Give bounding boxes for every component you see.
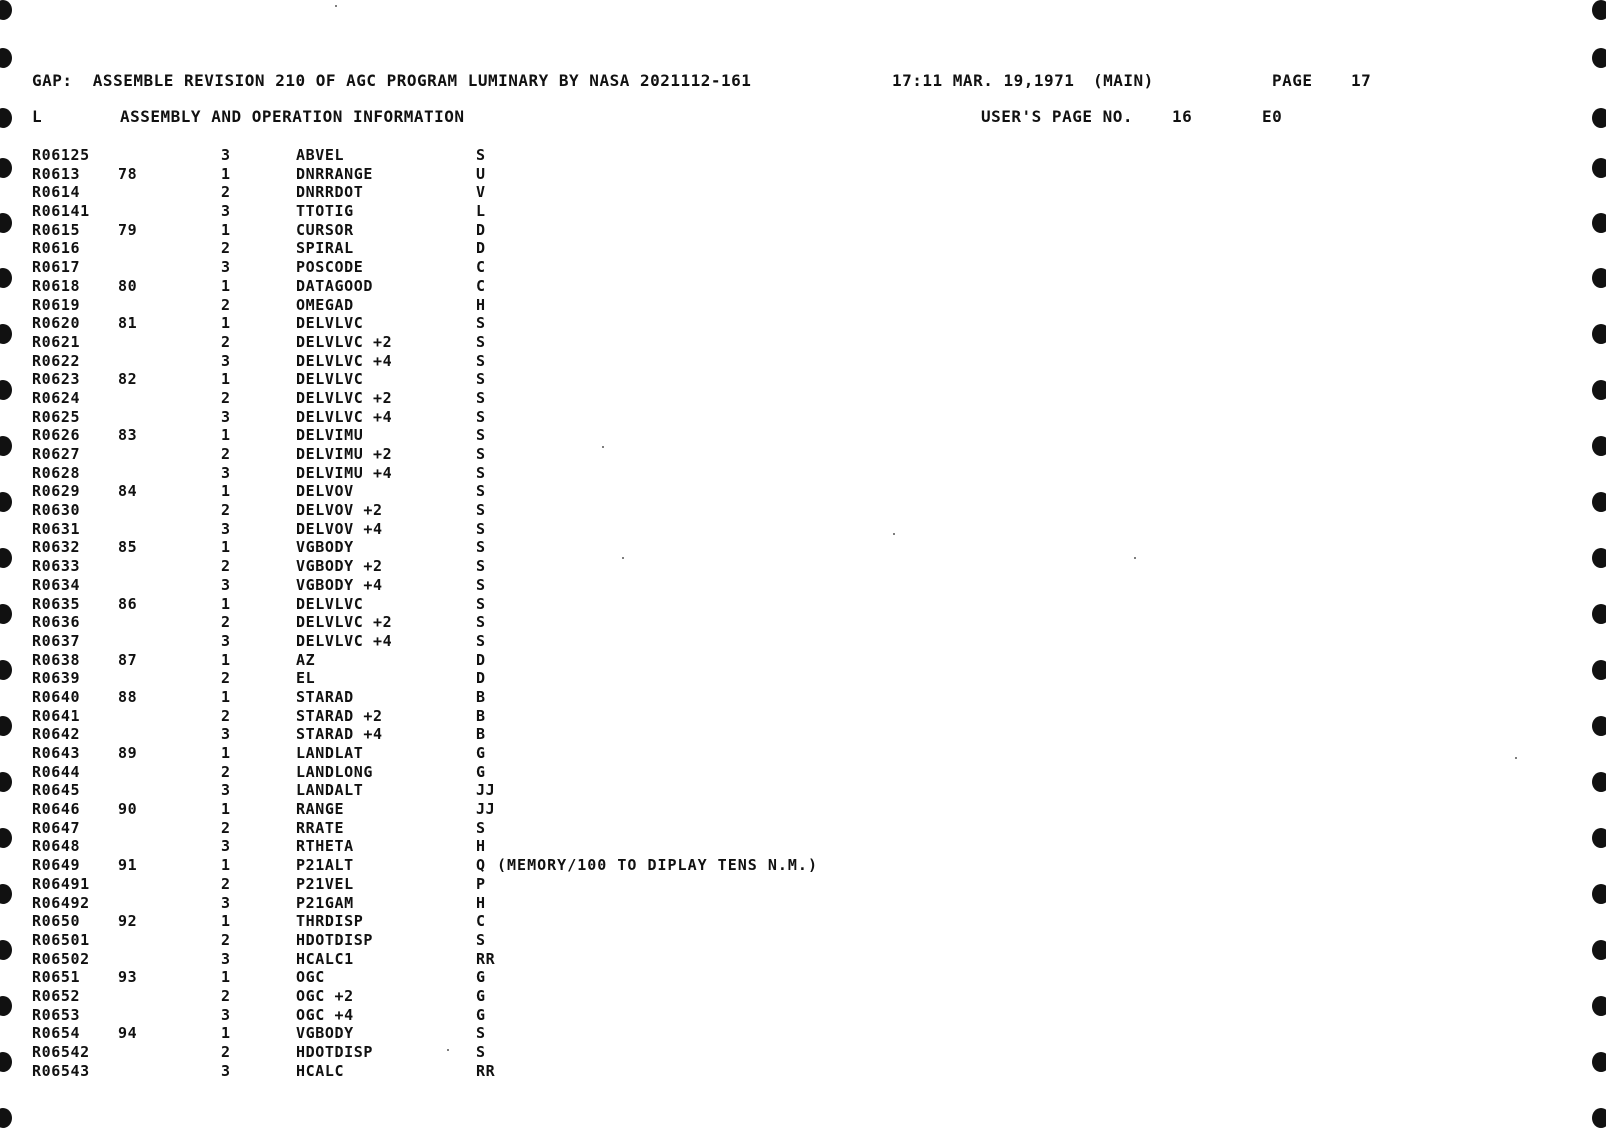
table-row xyxy=(0,968,1606,987)
table-row xyxy=(0,763,1606,782)
component-cell: 1 xyxy=(221,912,231,931)
noun-number-cell: 85 xyxy=(118,538,138,557)
register-cell: R06491 xyxy=(32,874,90,893)
scale-code-cell: G xyxy=(476,986,486,1005)
listing-timestamp: 17:11 MAR. 19,1971 xyxy=(892,71,1075,90)
variable-name-cell: DATAGOOD xyxy=(296,276,374,295)
variable-name-cell: SPIRAL xyxy=(296,239,354,258)
table-row xyxy=(0,1043,1606,1062)
scale-code-cell: S xyxy=(476,426,486,445)
register-cell: R0625 xyxy=(32,407,81,426)
component-cell: 2 xyxy=(221,295,231,314)
component-cell: 2 xyxy=(221,388,231,407)
table-row xyxy=(0,819,1606,838)
component-cell: 2 xyxy=(221,501,231,520)
register-cell: R0613 xyxy=(32,164,81,183)
register-cell: R0646 xyxy=(32,800,81,819)
feed-hole xyxy=(0,1108,12,1128)
component-cell: 1 xyxy=(221,370,231,389)
component-cell: 2 xyxy=(221,1043,231,1061)
scale-code-cell: B xyxy=(476,706,486,725)
scale-code-cell: S xyxy=(476,557,486,576)
variable-name-cell: HCALC1 xyxy=(296,949,354,968)
users-page-label: USER'S PAGE NO. xyxy=(981,107,1133,126)
register-cell: R0638 xyxy=(32,650,81,669)
scale-code-cell: S xyxy=(476,519,486,538)
table-row xyxy=(0,482,1606,501)
variable-name-cell: POSCODE xyxy=(296,258,364,277)
register-cell: R0637 xyxy=(32,631,81,650)
feed-hole xyxy=(0,108,12,128)
component-cell: 1 xyxy=(221,687,231,706)
variable-name-cell: HDOTDISP xyxy=(296,1043,374,1061)
component-cell: 3 xyxy=(221,463,231,482)
variable-name-cell: STARAD xyxy=(296,687,354,706)
table-row xyxy=(0,837,1606,856)
feed-hole xyxy=(0,48,12,68)
scale-code-cell: D xyxy=(476,220,486,239)
register-cell: R0643 xyxy=(32,744,81,762)
variable-name-cell: STARAD +2 xyxy=(296,706,383,725)
variable-name-cell: DELVLVC +4 xyxy=(296,351,393,370)
register-cell: R06502 xyxy=(32,949,90,968)
table-row xyxy=(0,669,1606,688)
variable-name-cell: VGBODY +2 xyxy=(296,557,383,576)
variable-name-cell: DELVOV +4 xyxy=(296,519,383,538)
component-cell: 3 xyxy=(221,781,231,800)
variable-name-cell: DELVOV +2 xyxy=(296,501,383,520)
component-cell: 3 xyxy=(221,631,231,650)
component-cell: 1 xyxy=(221,1024,231,1043)
register-cell: R0641 xyxy=(32,706,81,725)
table-row xyxy=(0,464,1606,483)
component-cell: 1 xyxy=(221,164,231,183)
variable-name-cell: ABVEL xyxy=(296,146,345,164)
paper-speck xyxy=(602,446,604,448)
register-cell: R0648 xyxy=(32,837,81,856)
component-cell: 2 xyxy=(221,613,231,632)
scale-code-cell: P xyxy=(476,874,486,893)
register-cell: R0630 xyxy=(32,501,81,520)
scale-code-cell: S xyxy=(476,314,486,333)
scale-code-cell: C xyxy=(476,912,486,931)
noun-number-cell: 84 xyxy=(118,482,138,501)
component-cell: 3 xyxy=(221,1061,231,1080)
register-cell: R0617 xyxy=(32,258,81,277)
table-row xyxy=(0,408,1606,427)
scale-code-cell: S xyxy=(476,818,486,837)
table-row xyxy=(0,352,1606,371)
noun-number-cell: 80 xyxy=(118,276,138,295)
table-row xyxy=(0,557,1606,576)
scale-code-cell: S xyxy=(476,594,486,613)
noun-number-cell: 78 xyxy=(118,164,138,183)
table-row xyxy=(0,800,1606,819)
component-cell: 1 xyxy=(221,650,231,669)
noun-number-cell: 93 xyxy=(118,968,138,987)
table-row xyxy=(0,651,1606,670)
scale-code-cell: S xyxy=(476,370,486,389)
component-cell: 1 xyxy=(221,314,231,333)
register-cell: R0645 xyxy=(32,781,81,800)
variable-name-cell: DELVLVC +2 xyxy=(296,613,393,632)
subheader-code: E0 xyxy=(1262,107,1283,126)
component-cell: 1 xyxy=(221,744,231,762)
register-cell: R06125 xyxy=(32,146,90,164)
component-cell: 3 xyxy=(221,258,231,277)
paper-speck xyxy=(1515,757,1517,759)
scale-code-cell: S xyxy=(476,388,486,407)
variable-name-cell: OGC xyxy=(296,968,325,987)
component-cell: 2 xyxy=(221,930,231,949)
scale-code-cell: S xyxy=(476,482,486,501)
register-cell: R0615 xyxy=(32,220,81,239)
variable-name-cell: AZ xyxy=(296,650,316,669)
variable-name-cell: VGBODY xyxy=(296,538,354,557)
table-row xyxy=(0,576,1606,595)
component-cell: 3 xyxy=(221,893,231,912)
register-cell: R06543 xyxy=(32,1061,90,1080)
table-row xyxy=(0,781,1606,800)
component-cell: 1 xyxy=(221,482,231,501)
register-cell: R0636 xyxy=(32,613,81,632)
scale-code-cell: S xyxy=(476,146,486,164)
table-row xyxy=(0,445,1606,464)
register-cell: R0647 xyxy=(32,818,81,837)
scale-code-cell: S xyxy=(476,575,486,594)
scale-code-cell: S xyxy=(476,538,486,557)
variable-name-cell: DELVLVC +2 xyxy=(296,388,393,407)
subheader-heading: ASSEMBLY AND OPERATION INFORMATION xyxy=(120,107,465,126)
component-cell: 3 xyxy=(221,202,231,221)
scale-code-cell: G xyxy=(476,1005,486,1024)
variable-name-cell: RTHETA xyxy=(296,837,354,856)
scale-code-cell: S xyxy=(476,445,486,463)
scale-code-cell: C xyxy=(476,276,486,295)
scale-code-cell: S xyxy=(476,332,486,351)
scale-code-cell: S xyxy=(476,613,486,632)
table-row xyxy=(0,1062,1606,1081)
register-cell: R0650 xyxy=(32,912,81,931)
component-cell: 1 xyxy=(221,426,231,445)
component-cell: 1 xyxy=(221,856,231,875)
scale-code-cell: D xyxy=(476,669,486,688)
scale-code-cell: B xyxy=(476,725,486,744)
feed-hole xyxy=(1592,1108,1606,1128)
scale-code-cell: S xyxy=(476,501,486,520)
variable-name-cell: DELVLVC xyxy=(296,314,364,333)
table-row xyxy=(0,688,1606,707)
register-cell: R0628 xyxy=(32,463,81,482)
register-cell: R0619 xyxy=(32,295,81,314)
register-cell: R0621 xyxy=(32,332,81,351)
register-cell: R0618 xyxy=(32,276,81,295)
variable-name-cell: DELVIMU +4 xyxy=(296,463,393,482)
noun-number-cell: 94 xyxy=(118,1024,138,1043)
paper-speck xyxy=(335,5,337,7)
table-row xyxy=(0,894,1606,913)
variable-name-cell: VGBODY +4 xyxy=(296,575,383,594)
variable-name-cell: DELVOV xyxy=(296,482,354,501)
register-cell: R0634 xyxy=(32,575,81,594)
table-row xyxy=(0,389,1606,408)
users-page-number: 16 xyxy=(1172,107,1193,126)
table-row xyxy=(0,987,1606,1006)
component-cell: 2 xyxy=(221,874,231,893)
listing-section: (MAIN) xyxy=(1093,71,1154,90)
component-cell: 2 xyxy=(221,762,231,781)
component-cell: 2 xyxy=(221,332,231,351)
component-cell: 1 xyxy=(221,800,231,819)
scale-code-cell: V xyxy=(476,183,486,202)
component-cell: 2 xyxy=(221,706,231,725)
table-row xyxy=(0,202,1606,221)
noun-number-cell: 79 xyxy=(118,220,138,239)
component-cell: 1 xyxy=(221,594,231,613)
component-cell: 2 xyxy=(221,669,231,688)
table-row xyxy=(0,146,1606,165)
variable-name-cell: CURSOR xyxy=(296,220,354,239)
table-row xyxy=(0,221,1606,240)
component-cell: 2 xyxy=(221,183,231,202)
noun-table xyxy=(0,146,1606,1080)
component-cell: 3 xyxy=(221,351,231,370)
paper-speck xyxy=(447,1049,449,1051)
component-cell: 3 xyxy=(221,575,231,594)
table-row xyxy=(0,950,1606,969)
register-cell: R0649 xyxy=(32,856,81,875)
table-row xyxy=(0,520,1606,539)
scale-code-cell: H xyxy=(476,837,486,856)
component-cell: 3 xyxy=(221,837,231,856)
note-cell: (MEMORY/100 TO DIPLAY TENS N.M.) xyxy=(497,856,818,875)
register-cell: R0627 xyxy=(32,445,81,463)
scale-code-cell: G xyxy=(476,968,486,987)
scale-code-cell: S xyxy=(476,631,486,650)
scale-code-cell: D xyxy=(476,650,486,669)
table-row xyxy=(0,595,1606,614)
scale-code-cell: D xyxy=(476,239,486,258)
table-row xyxy=(0,744,1606,763)
component-cell: 3 xyxy=(221,146,231,164)
register-cell: R0620 xyxy=(32,314,81,333)
component-cell: 1 xyxy=(221,538,231,557)
component-cell: 2 xyxy=(221,445,231,463)
register-cell: R0642 xyxy=(32,725,81,744)
component-cell: 2 xyxy=(221,986,231,1005)
table-row xyxy=(0,426,1606,445)
variable-name-cell: DELVLVC xyxy=(296,370,364,389)
register-cell: R0622 xyxy=(32,351,81,370)
noun-number-cell: 86 xyxy=(118,594,138,613)
variable-name-cell: TTOTIG xyxy=(296,202,354,221)
feed-hole xyxy=(0,0,12,20)
variable-name-cell: EL xyxy=(296,669,316,688)
table-row xyxy=(0,277,1606,296)
scale-code-cell: Q xyxy=(476,856,486,875)
variable-name-cell: DELVIMU +2 xyxy=(296,445,393,463)
table-row xyxy=(0,707,1606,726)
feed-hole xyxy=(1592,108,1606,128)
variable-name-cell: DNRRANGE xyxy=(296,164,374,183)
register-cell: R0629 xyxy=(32,482,81,501)
variable-name-cell: P21GAM xyxy=(296,893,354,912)
register-cell: R0644 xyxy=(32,762,81,781)
variable-name-cell: OGC +2 xyxy=(296,986,354,1005)
variable-name-cell: DELVIMU xyxy=(296,426,364,445)
component-cell: 1 xyxy=(221,968,231,987)
scale-code-cell: S xyxy=(476,1043,486,1061)
page-number: 17 xyxy=(1351,71,1372,90)
noun-number-cell: 91 xyxy=(118,856,138,875)
feed-hole xyxy=(1592,0,1606,20)
table-row xyxy=(0,613,1606,632)
scale-code-cell: JJ xyxy=(476,781,496,800)
register-cell: R0626 xyxy=(32,426,81,445)
scale-code-cell: C xyxy=(476,258,486,277)
table-row xyxy=(0,370,1606,389)
variable-name-cell: STARAD +4 xyxy=(296,725,383,744)
table-row xyxy=(0,632,1606,651)
noun-number-cell: 88 xyxy=(118,687,138,706)
register-cell: R0635 xyxy=(32,594,81,613)
table-row xyxy=(0,875,1606,894)
page-label: PAGE xyxy=(1272,71,1313,90)
register-cell: R0639 xyxy=(32,669,81,688)
variable-name-cell: RANGE xyxy=(296,800,345,819)
table-row xyxy=(0,258,1606,277)
table-row xyxy=(0,912,1606,931)
scale-code-cell: S xyxy=(476,463,486,482)
variable-name-cell: RRATE xyxy=(296,818,345,837)
register-cell: R06501 xyxy=(32,930,90,949)
variable-name-cell: VGBODY xyxy=(296,1024,354,1043)
component-cell: 3 xyxy=(221,519,231,538)
table-row xyxy=(0,296,1606,315)
variable-name-cell: DELVLVC +4 xyxy=(296,407,393,426)
scale-code-cell: H xyxy=(476,893,486,912)
table-row xyxy=(0,501,1606,520)
variable-name-cell: HDOTDISP xyxy=(296,930,374,949)
table-row xyxy=(0,239,1606,258)
noun-number-cell: 83 xyxy=(118,426,138,445)
register-cell: R0653 xyxy=(32,1005,81,1024)
noun-number-cell: 81 xyxy=(118,314,138,333)
table-row xyxy=(0,333,1606,352)
listing-title: GAP: ASSEMBLE REVISION 210 OF AGC PROGRAM LUMINARY BY NASA 2021112-161 xyxy=(32,71,752,90)
noun-number-cell: 82 xyxy=(118,370,138,389)
variable-name-cell: DELVLVC +4 xyxy=(296,631,393,650)
paper-speck xyxy=(893,533,895,535)
subheader-letter: L xyxy=(32,107,43,126)
noun-number-cell: 90 xyxy=(118,800,138,819)
table-row xyxy=(0,183,1606,202)
component-cell: 3 xyxy=(221,1005,231,1024)
table-row xyxy=(0,725,1606,744)
scale-code-cell: L xyxy=(476,202,486,221)
variable-name-cell: LANDLAT xyxy=(296,744,364,762)
scale-code-cell: RR xyxy=(476,949,496,968)
table-row xyxy=(0,931,1606,950)
noun-number-cell: 87 xyxy=(118,650,138,669)
register-cell: R06141 xyxy=(32,202,90,221)
component-cell: 2 xyxy=(221,557,231,576)
scale-code-cell: S xyxy=(476,407,486,426)
register-cell: R0633 xyxy=(32,557,81,576)
scale-code-cell: H xyxy=(476,295,486,314)
scale-code-cell: G xyxy=(476,762,486,781)
register-cell: R06542 xyxy=(32,1043,90,1061)
component-cell: 3 xyxy=(221,407,231,426)
register-cell: R0624 xyxy=(32,388,81,407)
variable-name-cell: P21ALT xyxy=(296,856,354,875)
register-cell: R0651 xyxy=(32,968,81,987)
scale-code-cell: RR xyxy=(476,1061,496,1080)
register-cell: R0652 xyxy=(32,986,81,1005)
scale-code-cell: S xyxy=(476,351,486,370)
scale-code-cell: U xyxy=(476,164,486,183)
component-cell: 1 xyxy=(221,276,231,295)
register-cell: R0631 xyxy=(32,519,81,538)
paper-speck xyxy=(622,557,624,559)
table-row xyxy=(0,1024,1606,1043)
component-cell: 2 xyxy=(221,239,231,258)
register-cell: R0632 xyxy=(32,538,81,557)
noun-number-cell: 92 xyxy=(118,912,138,931)
register-cell: R0623 xyxy=(32,370,81,389)
variable-name-cell: DNRRDOT xyxy=(296,183,364,202)
scale-code-cell: B xyxy=(476,687,486,706)
variable-name-cell: HCALC xyxy=(296,1061,345,1080)
table-row xyxy=(0,538,1606,557)
component-cell: 1 xyxy=(221,220,231,239)
component-cell: 2 xyxy=(221,818,231,837)
table-row xyxy=(0,314,1606,333)
scale-code-cell: JJ xyxy=(476,800,496,819)
register-cell: R0614 xyxy=(32,183,81,202)
scale-code-cell: G xyxy=(476,744,486,762)
register-cell: R06492 xyxy=(32,893,90,912)
scale-code-cell: S xyxy=(476,930,486,949)
feed-hole xyxy=(1592,48,1606,68)
table-row xyxy=(0,165,1606,184)
table-row xyxy=(0,856,1606,875)
component-cell: 3 xyxy=(221,949,231,968)
variable-name-cell: LANDLONG xyxy=(296,762,374,781)
variable-name-cell: P21VEL xyxy=(296,874,354,893)
variable-name-cell: THRDISP xyxy=(296,912,364,931)
noun-number-cell: 89 xyxy=(118,744,138,762)
variable-name-cell: OMEGAD xyxy=(296,295,354,314)
variable-name-cell: DELVLVC xyxy=(296,594,364,613)
register-cell: R0654 xyxy=(32,1024,81,1043)
paper-speck xyxy=(1134,557,1136,559)
register-cell: R0640 xyxy=(32,687,81,706)
table-row xyxy=(0,1006,1606,1025)
variable-name-cell: DELVLVC +2 xyxy=(296,332,393,351)
variable-name-cell: LANDALT xyxy=(296,781,364,800)
component-cell: 3 xyxy=(221,725,231,744)
register-cell: R0616 xyxy=(32,239,81,258)
variable-name-cell: OGC +4 xyxy=(296,1005,354,1024)
scale-code-cell: S xyxy=(476,1024,486,1043)
